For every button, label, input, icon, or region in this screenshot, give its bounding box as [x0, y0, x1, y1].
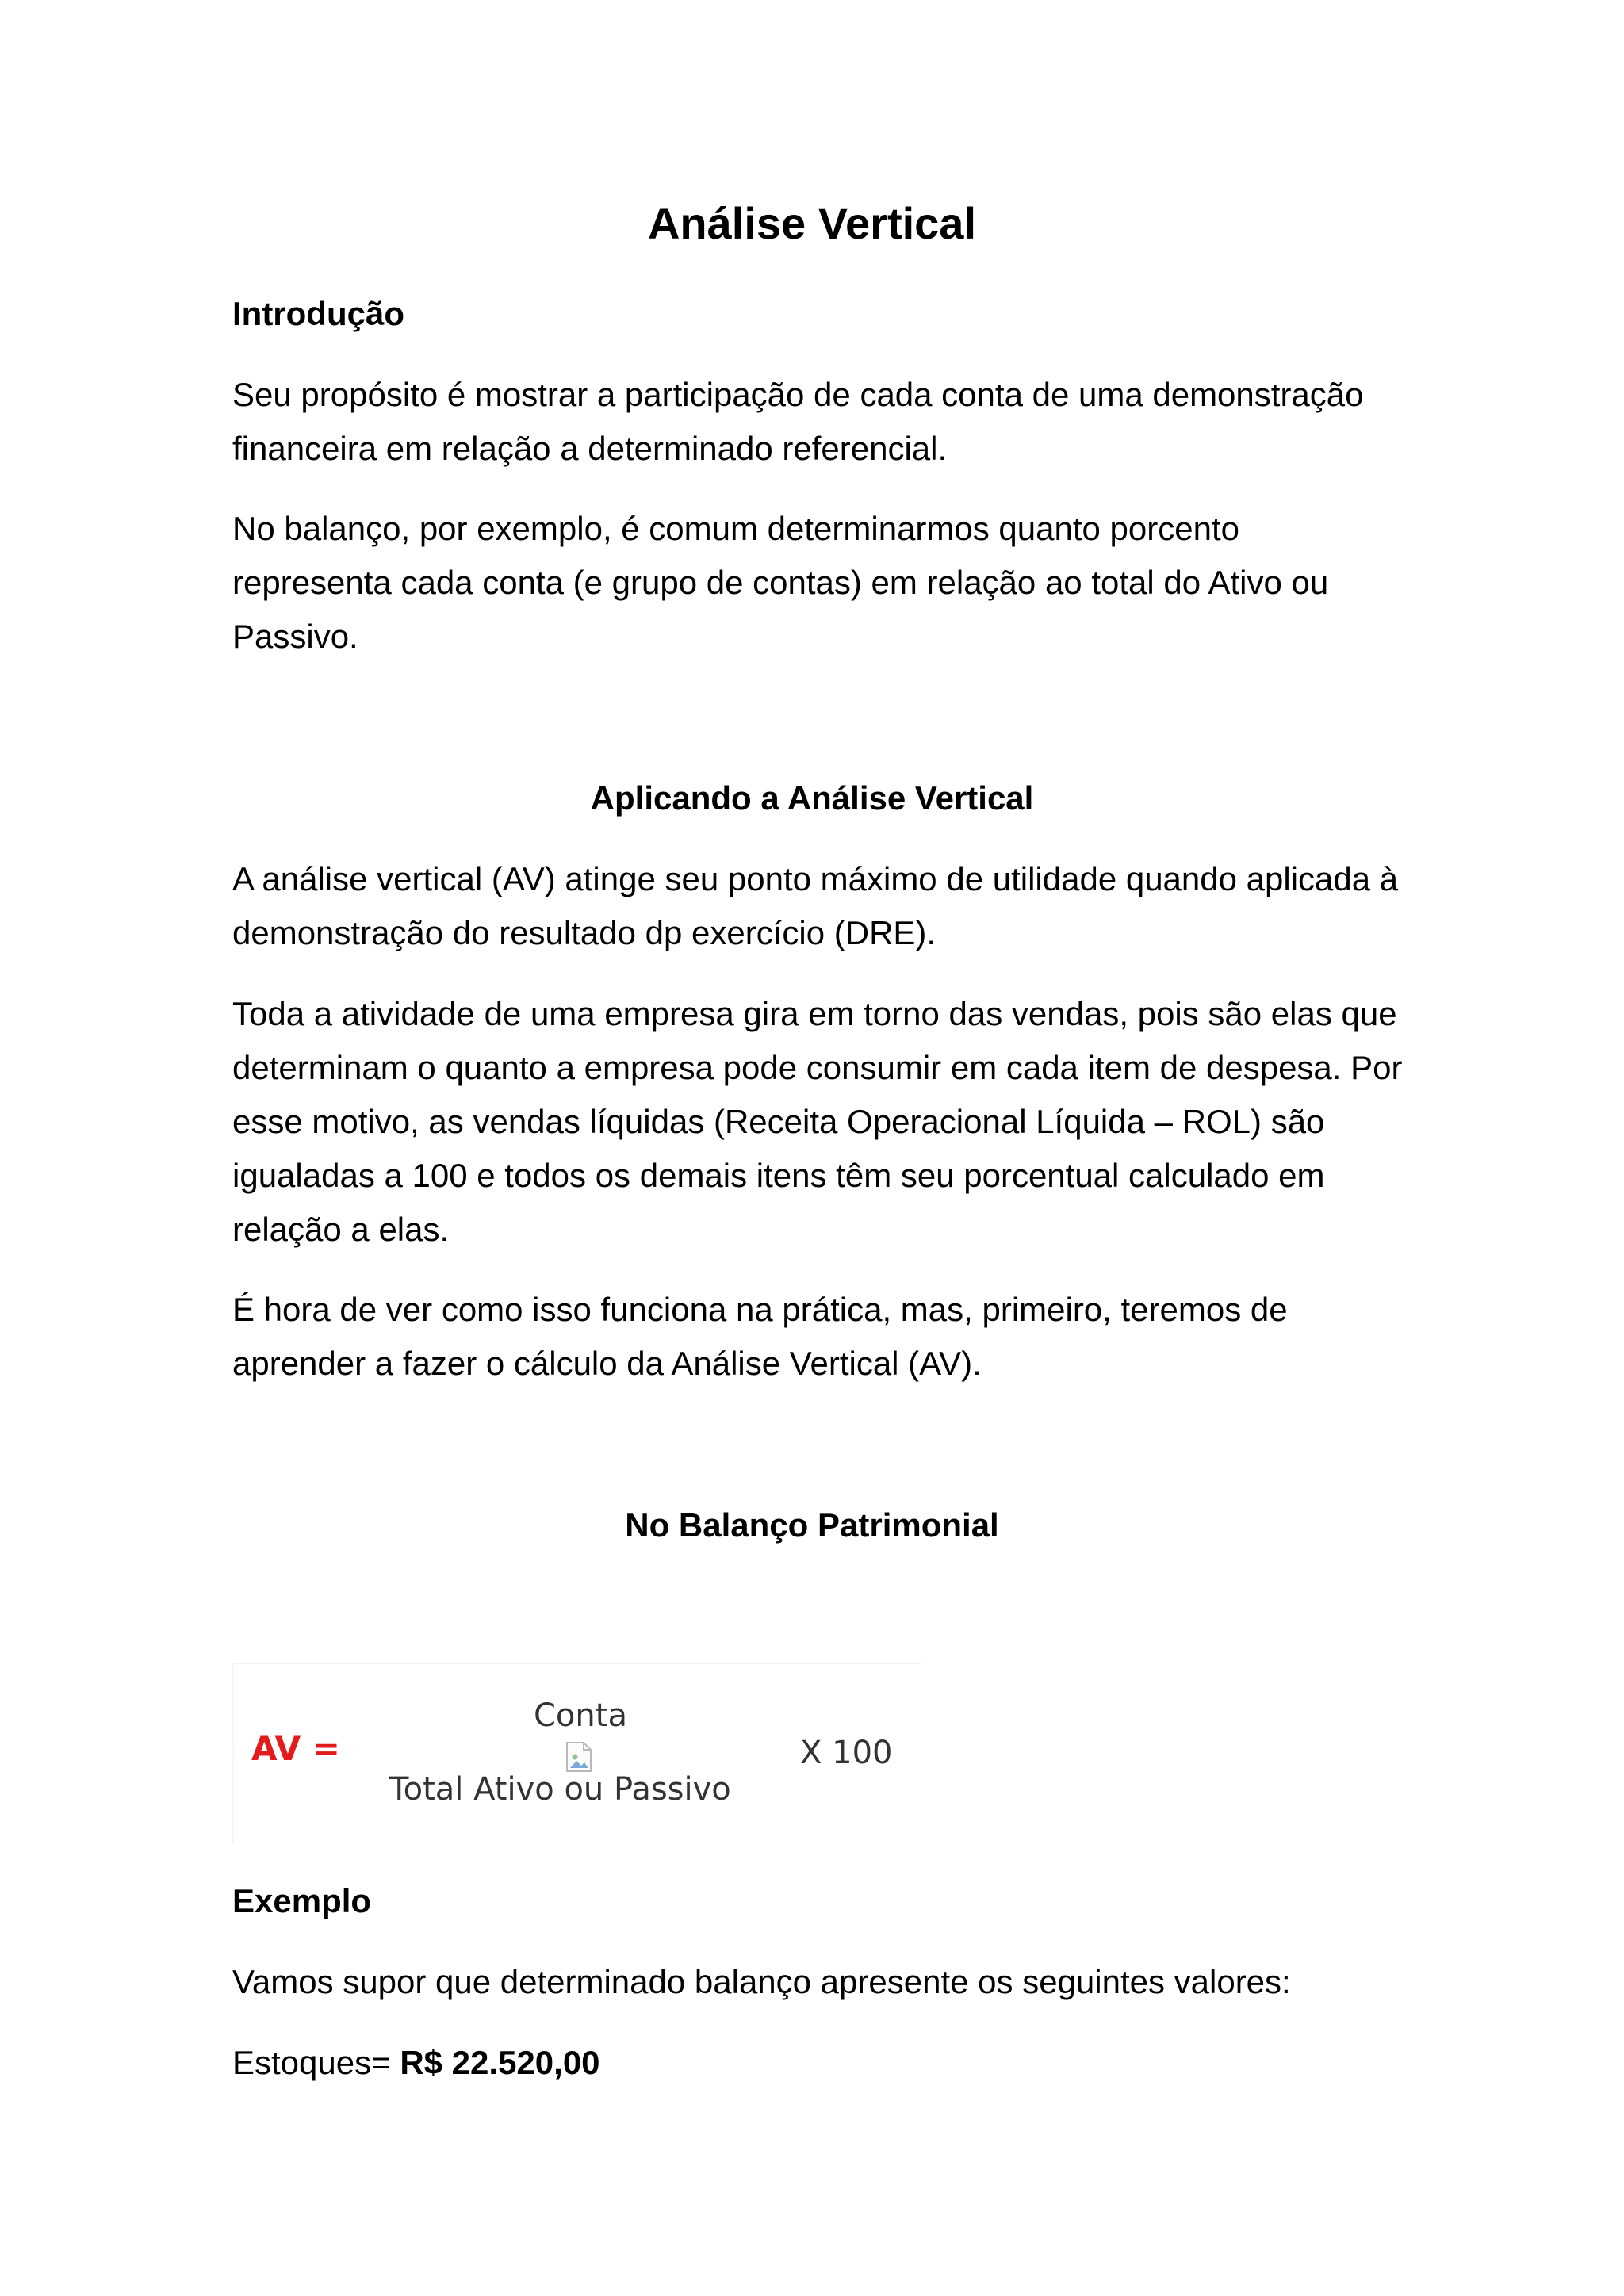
example-item-value: R$ 22.520,00 — [400, 2044, 600, 2081]
applying-section-heading: Aplicando a Análise Vertical — [590, 779, 1034, 817]
intro-heading: Introdução — [232, 295, 404, 332]
intro-paragraph-1 — [232, 368, 1406, 476]
applying-paragraph-1-text: A análise vertical (AV) atinge seu ponto máximo de utilidade quando aplicada à demonstração do resultado dp exercício (DRE). — [232, 860, 1399, 951]
balance-section-heading: No Balanço Patrimonial — [625, 1506, 999, 1544]
document-title: Análise Vertical — [647, 198, 976, 248]
intro-paragraph-2-text: No balanço, por exemplo, é comum determinarmos quanto porcento representa cada conta (e grupo de contas) em relação ao total do Ativo ou Passivo. — [232, 510, 1329, 655]
applying-paragraph-3-text: É hora de ver como isso funciona na prática, mas, primeiro, teremos de aprender a fazer o cálculo da Análise Vertical (AV). — [232, 1291, 1288, 1382]
applying-paragraph-1 — [232, 852, 1406, 960]
applying-paragraph-2 — [232, 987, 1406, 1257]
formula-numerator: Conta — [534, 1697, 627, 1734]
example-heading: Exemplo — [232, 1882, 372, 1919]
av-formula-image — [232, 1663, 922, 1844]
example-item — [232, 2036, 1406, 2090]
formula-denominator: Total Ativo ou Passivo — [389, 1771, 731, 1808]
applying-paragraph-3 — [232, 1283, 1406, 1391]
example-item-label: Estoques= — [232, 2044, 391, 2081]
broken-image-icon — [565, 1741, 593, 1773]
example-paragraph-text: Vamos supor que determinado balanço apresente os seguintes valores: — [232, 1963, 1291, 2000]
example-paragraph — [232, 1955, 1406, 2009]
intro-paragraph-1-text: Seu propósito é mostrar a participação de cada conta de uma demonstração financeira em relação a determinado referencial. — [232, 376, 1364, 467]
formula-lhs: AV = — [251, 1729, 340, 1768]
formula-multiplier: X 100 — [800, 1735, 893, 1771]
intro-paragraph-2 — [232, 502, 1406, 664]
applying-paragraph-2-text: Toda a atividade de uma empresa gira em torno das vendas, pois são elas que determinam o quanto a empresa pode consumir em cada item de despesa. Por esse motivo, as vendas líquidas (Receita Operacional Líquida – ROL) são igualadas a 100 e todos os demais itens têm seu porcentual calculado em relação a elas. — [232, 995, 1403, 1248]
